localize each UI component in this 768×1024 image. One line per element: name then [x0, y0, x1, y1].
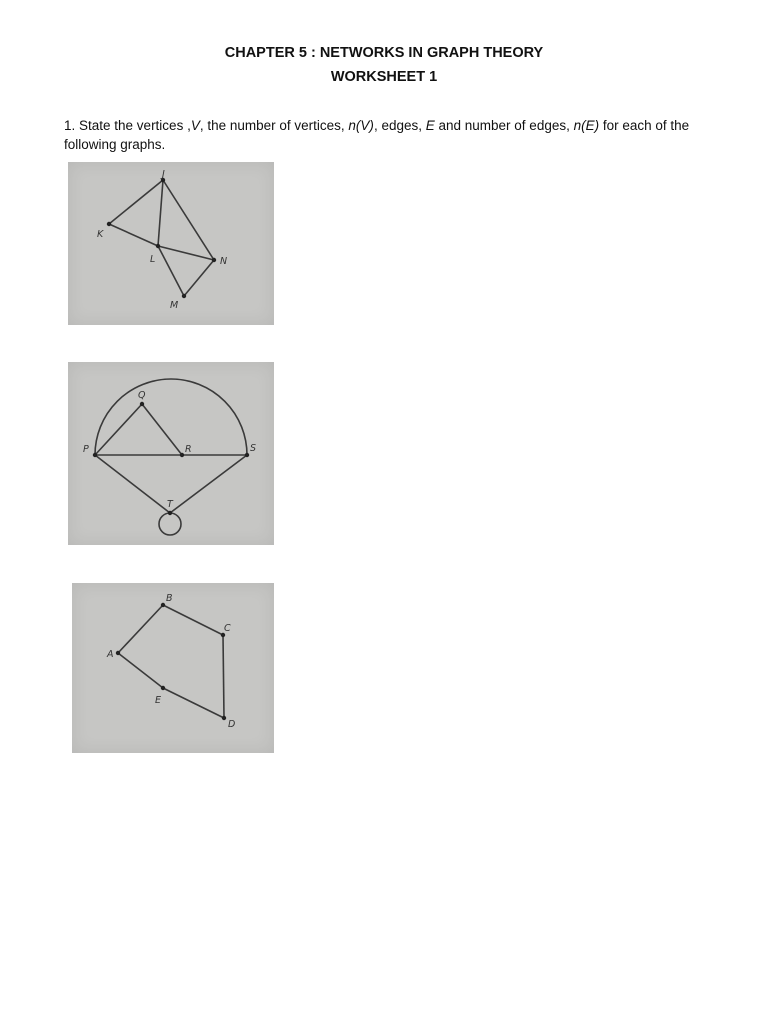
- vertex-label-c: C: [224, 623, 231, 634]
- vertex-label-t: T: [167, 499, 173, 510]
- chapter-title: CHAPTER 5 : NETWORKS IN GRAPH THEORY: [224, 45, 544, 61]
- question-text: for each of the following graphs.: [64, 118, 690, 152]
- vertex-label-b: B: [166, 593, 173, 604]
- edge-d-e: [163, 688, 224, 718]
- edge-s-t: [170, 455, 247, 513]
- graph-2-diagram: [68, 362, 274, 545]
- vertex-label-j: J: [162, 169, 165, 180]
- question-text: and number of edges,: [434, 118, 574, 133]
- vertex-a: [116, 651, 120, 655]
- graph-figure-2: [68, 362, 274, 545]
- vertex-p: [93, 453, 97, 457]
- graph-1-diagram: [68, 162, 274, 325]
- edge-p-s-arc: [95, 379, 247, 455]
- vertex-k: [107, 222, 111, 226]
- vertex-d: [222, 716, 226, 720]
- vertex-label-a: A: [107, 649, 114, 660]
- vertex-label-s: S: [250, 443, 257, 454]
- symbol-v: V: [190, 118, 200, 133]
- vertex-label-d: D: [228, 719, 236, 730]
- graph-figure-3: [72, 583, 274, 753]
- edge-e-a: [118, 653, 163, 688]
- worksheet-title: WORKSHEET 1: [330, 69, 438, 85]
- edge-p-q: [95, 404, 142, 455]
- edge-k-l: [109, 224, 158, 246]
- edge-j-l: [158, 180, 163, 246]
- symbol-ne: n(E): [573, 118, 600, 133]
- vertex-e: [161, 686, 165, 690]
- question-text: , the number of vertices,: [199, 118, 349, 133]
- edge-p-t: [95, 455, 170, 513]
- question-text: , edges,: [373, 118, 426, 133]
- edge-a-b: [118, 605, 163, 653]
- symbol-nv: n(V): [348, 118, 374, 133]
- vertex-label-q: Q: [138, 390, 146, 401]
- symbol-e: E: [425, 118, 435, 133]
- question-text: State the vertices ,: [75, 118, 191, 133]
- edge-j-n: [163, 180, 214, 260]
- vertex-label-k: K: [97, 229, 104, 240]
- vertex-r: [180, 453, 184, 457]
- graph-3-diagram: [72, 583, 274, 753]
- vertex-s: [245, 453, 249, 457]
- edge-b-c: [163, 605, 223, 635]
- vertex-l: [156, 244, 160, 248]
- vertex-label-e: E: [155, 695, 162, 706]
- vertex-t: [168, 511, 172, 515]
- vertex-label-p: P: [83, 444, 89, 455]
- edge-q-r: [142, 404, 182, 455]
- vertex-n: [212, 258, 216, 262]
- edge-c-d: [223, 635, 224, 718]
- vertex-label-r: R: [185, 444, 192, 455]
- question-number: 1.: [64, 118, 76, 133]
- vertex-b: [161, 603, 165, 607]
- question-1: [64, 116, 714, 154]
- vertex-label-n: N: [220, 256, 228, 267]
- vertex-m: [182, 294, 186, 298]
- vertex-label-m: M: [170, 300, 179, 311]
- vertex-label-l: L: [150, 254, 156, 265]
- edge-n-m: [184, 260, 214, 296]
- edge-t-loop: [159, 513, 181, 535]
- edge-l-m: [158, 246, 184, 296]
- edge-j-k: [109, 180, 163, 224]
- vertex-q: [140, 402, 144, 406]
- graph-figure-1: [68, 162, 274, 325]
